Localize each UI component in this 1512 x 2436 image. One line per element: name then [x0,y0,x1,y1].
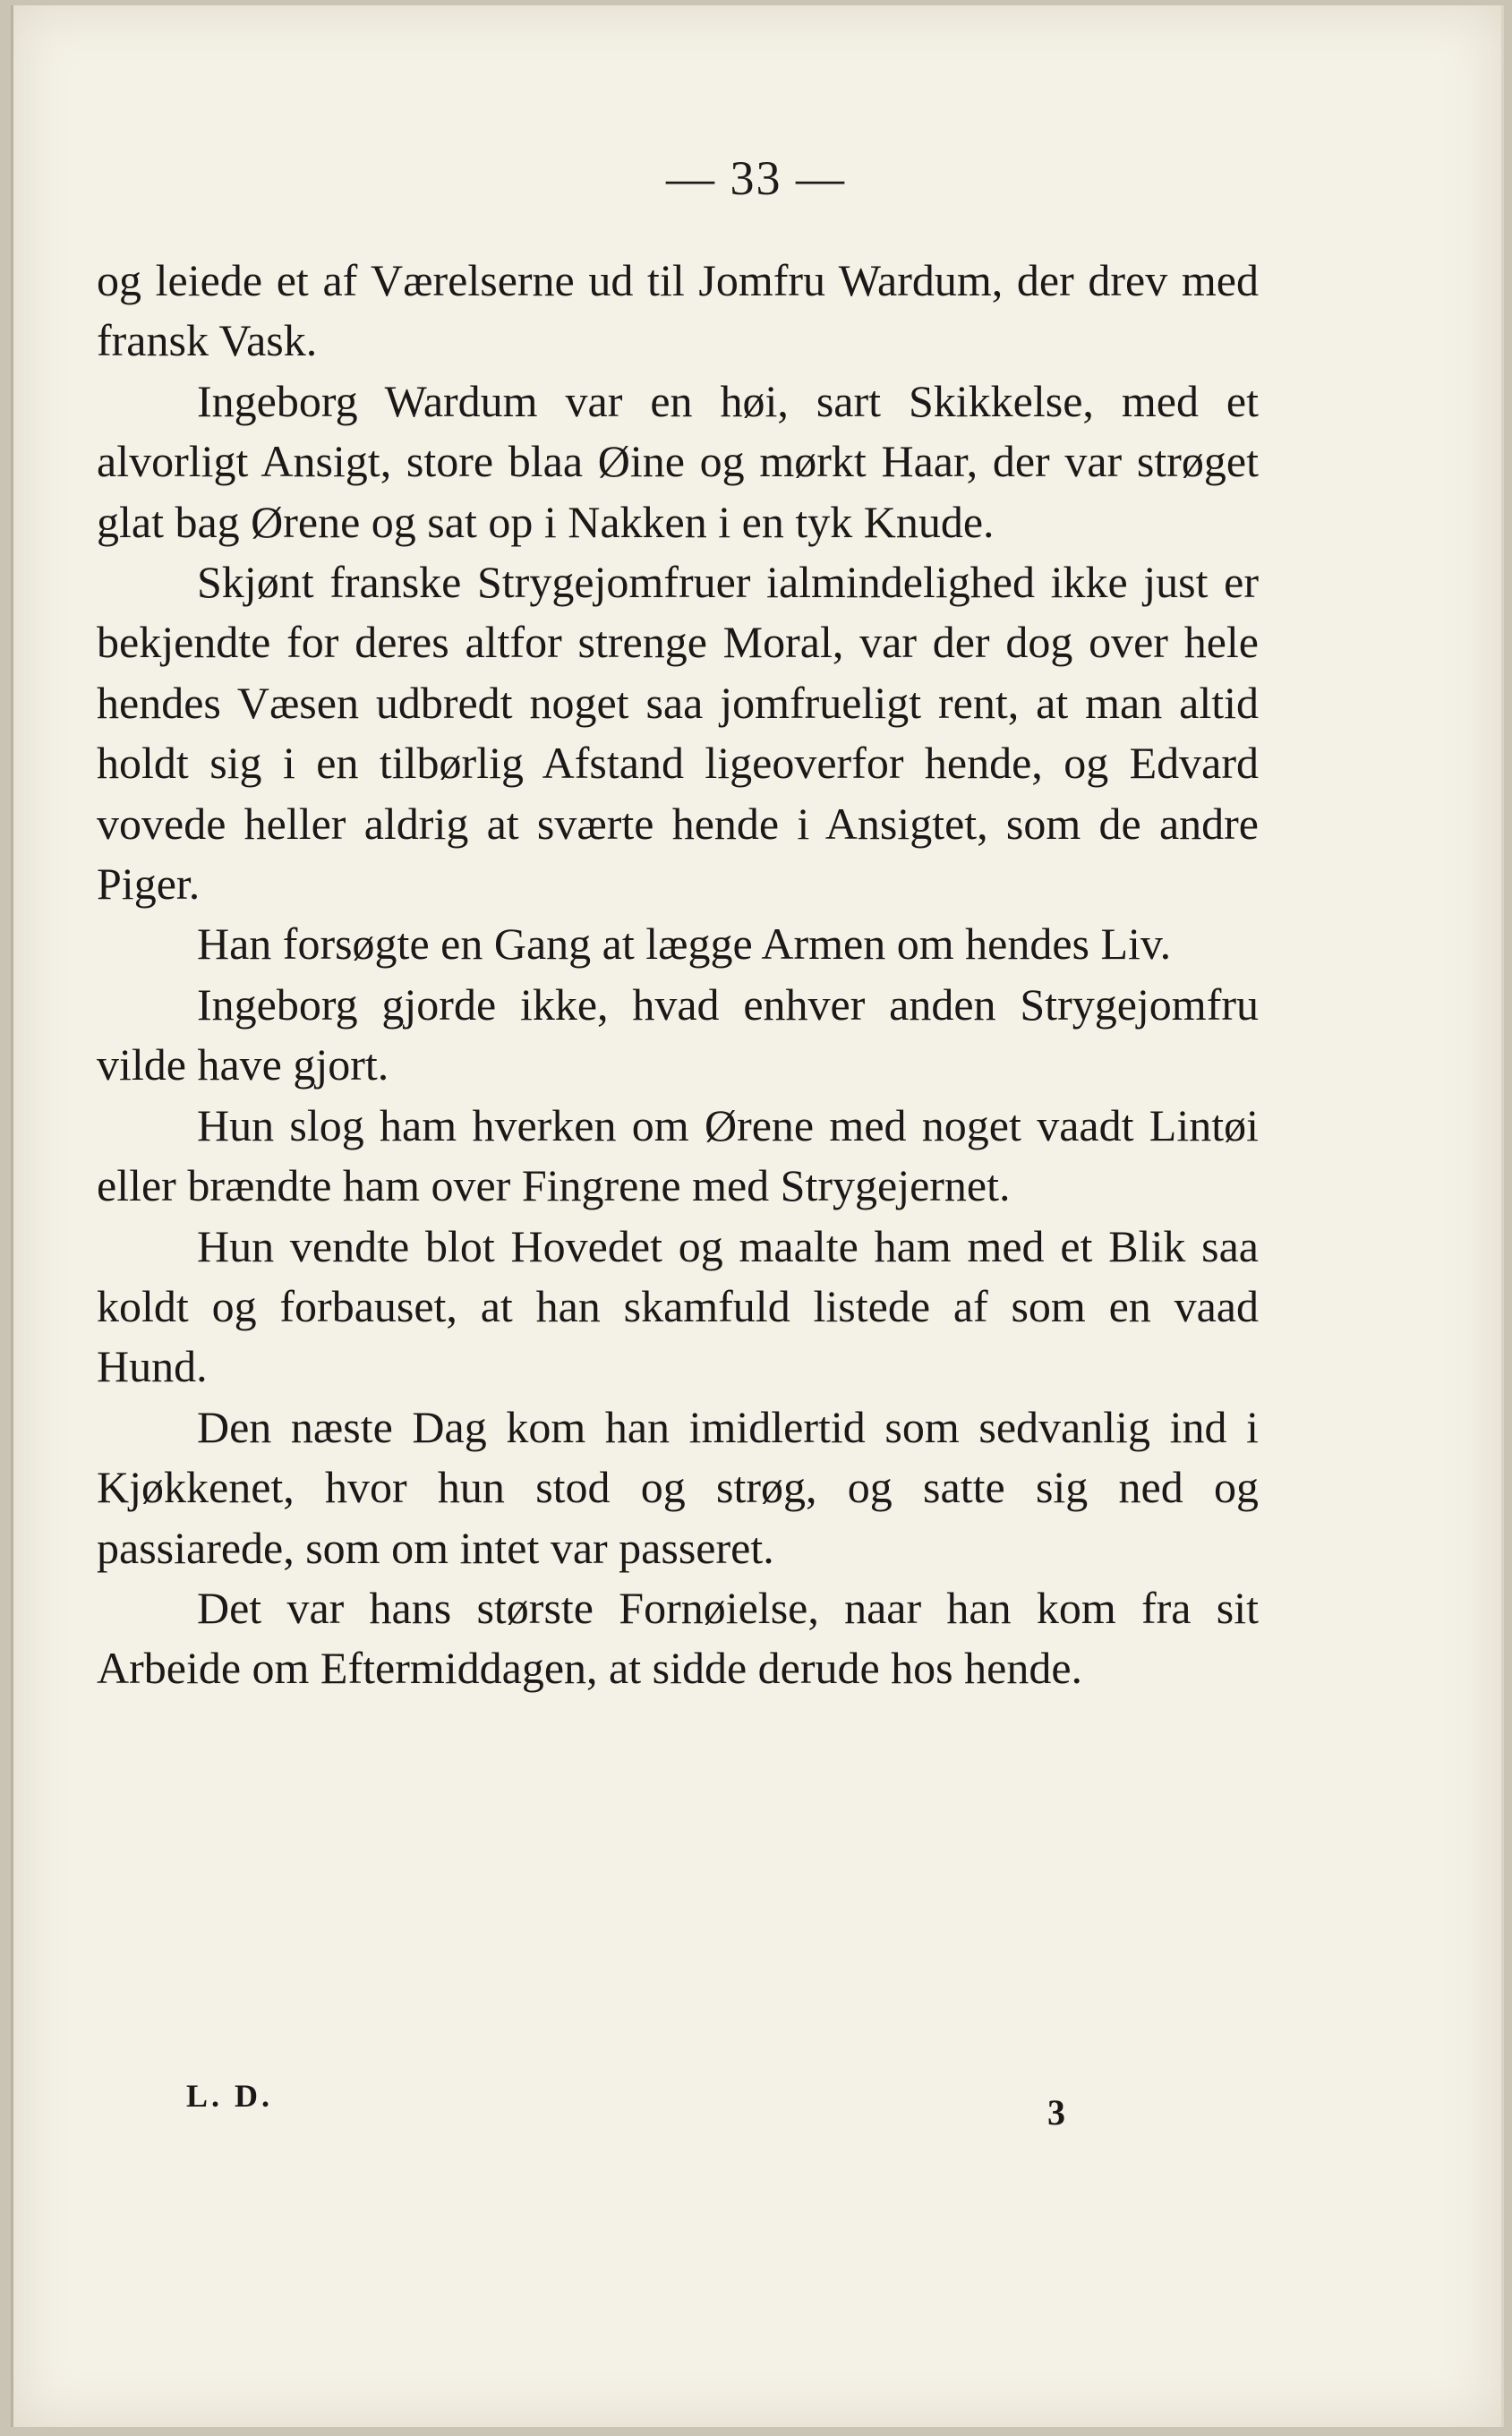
paragraph-9: Det var hans største Fornøielse, naar han kom fra sit Arbeide om Eftermiddagen, at sidde derude hos hende. [97,1582,1259,1694]
signature-mark: L. D. [186,2078,274,2114]
paragraph-3: Skjønt franske Strygejomfruer ialmindelighed ikke just er bekjendte for deres altfor strenge Moral, var der dog over hele hendes Væsen udbredt noget saa jomfrueligt rent, at man altid holdt sig i en tilbørlig Afstand ligeoverfor hende, og Edvard vovede heller aldrig at sværte hende i Ansigtet, som de andre Piger. [97,557,1259,910]
page-number: — 33 — [666,151,846,205]
body-text [97,251,1259,1699]
paragraph-6: Hun slog ham hverken om Ørene med noget vaadt Lintøi eller brændte ham over Fingrene med Strygejernet. [97,1099,1259,1211]
paragraph-8: Den næste Dag kom han imidlertid som sedvanlig ind i Kjøkkenet, hvor hun stod og strøg, og satte sig ned og passiarede, som om intet var passeret. [97,1401,1259,1573]
paragraph-7: Hun vendte blot Hovedet og maalte ham med et Blik saa koldt og forbauset, at han skamfuld listede af som en vaad Hund. [97,1220,1259,1392]
paragraph-4: Han forsøgte en Gang at lægge Armen om hendes Liv. [197,919,1172,970]
paragraph-5: Ingeborg gjorde ikke, hvad enhver anden Strygejomfru vilde have gjort. [97,979,1259,1090]
paragraph-2: Ingeborg Wardum var en høi, sart Skikkelse, med et alvorligt Ansigt, store blaa Øine og mørkt Haar, der var strøget glat bag Ørene og sat op i Nakken i en tyk Knude. [97,375,1259,547]
sheet-number: 3 [1047,2092,1065,2133]
paragraph-1: og leiede et af Værelserne ud til Jomfru Wardum, der drev med fransk Vask. [97,255,1259,366]
